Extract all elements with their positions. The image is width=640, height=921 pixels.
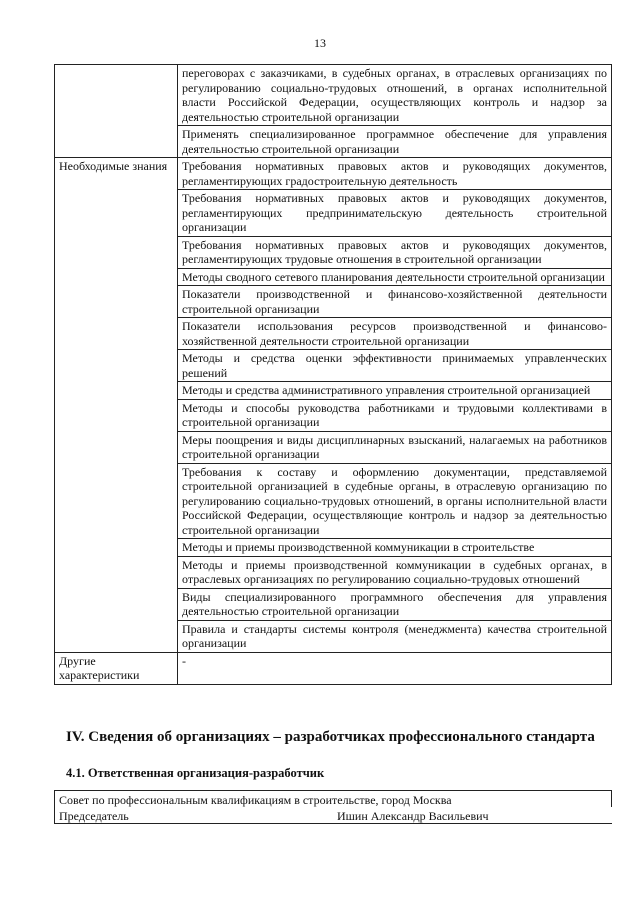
other-value: -: [178, 652, 612, 684]
table-row: [55, 652, 612, 684]
table-cell: переговорах с заказчиками, в судебных органах, в отраслевых организациях по регулированию социально-трудовых отношений, в органах исполнительной власти Российской Федерации, осуществляющих контроль и надзор за деятельностью строительной организации: [178, 65, 612, 126]
other-label: Другие характеристики: [55, 652, 178, 684]
table-cell: Правила и стандарты системы контроля (менеджмента) качества строительной организации: [178, 620, 612, 652]
table-cell: Требования к составу и оформлению документации, представляемой строительной организацией в судебные органы, в отраслевую организацию по регулированию социально-трудовых отношений, в органы исполнительной власти Российской Федерации, осуществляющие контроль и надзор за деятельностью строительной организации: [178, 463, 612, 539]
table-cell: Методы и приемы производственной коммуникации в строительстве: [178, 539, 612, 557]
developer-organization: Совет по профессиональным квалификациям в строительстве, город Москва: [55, 791, 612, 808]
section-title: IV. Сведения об организациях – разработчиках профессионального стандарта: [66, 729, 595, 745]
table-row: [55, 65, 612, 126]
page-number: 13: [314, 36, 326, 50]
table-cell: Применять специализированное программное обеспечение для управления деятельностью строительной организации: [178, 126, 612, 158]
competency-table: [54, 64, 612, 685]
table-cell: Требования нормативных правовых актов и руководящих документов, регламентирующих трудовые отношения в строительной организации: [178, 236, 612, 268]
table-cell: Показатели использования ресурсов производственной и финансово-хозяйственной деятельности строительной организации: [178, 318, 612, 350]
table-cell: Методы и приемы производственной коммуникации в судебных органах, в отраслевых организациях по регулированию социально-трудовых отношений: [178, 556, 612, 588]
chair-label: Председатель: [55, 807, 334, 824]
developer-table: [54, 790, 612, 824]
subsection-title: 4.1. Ответственная организация-разработчик: [66, 766, 325, 780]
table-cell: Методы и способы руководства работниками и трудовыми коллективами в строительной организации: [178, 399, 612, 431]
table-row: [55, 158, 612, 190]
table-cell: Требования нормативных правовых актов и руководящих документов, регламентирующих градостроительную деятельность: [178, 158, 612, 190]
table-cell: Показатели производственной и финансово-хозяйственной деятельности строительной организации: [178, 286, 612, 318]
table-cell: Виды специализированного программного обеспечения для управления деятельностью строительной организации: [178, 588, 612, 620]
table-cell: Меры поощрения и виды дисциплинарных взысканий, налагаемых на работников строительной организации: [178, 431, 612, 463]
table-cell: Методы и средства административного управления строительной организацией: [178, 382, 612, 400]
chair-name: Ишин Александр Васильевич: [333, 807, 612, 824]
table-cell: Методы сводного сетевого планирования деятельности строительной организации: [178, 268, 612, 286]
knowledge-label: Необходимые знания: [55, 158, 178, 653]
developer-org-row: [55, 791, 612, 808]
table-cell: Методы и средства оценки эффективности принимаемых управленческих решений: [178, 350, 612, 382]
developer-head-row: [55, 807, 612, 824]
empty-label-cell: [55, 65, 178, 158]
table-cell: Требования нормативных правовых актов и руководящих документов, регламентирующих предпринимательскую деятельность строительной организации: [178, 190, 612, 237]
